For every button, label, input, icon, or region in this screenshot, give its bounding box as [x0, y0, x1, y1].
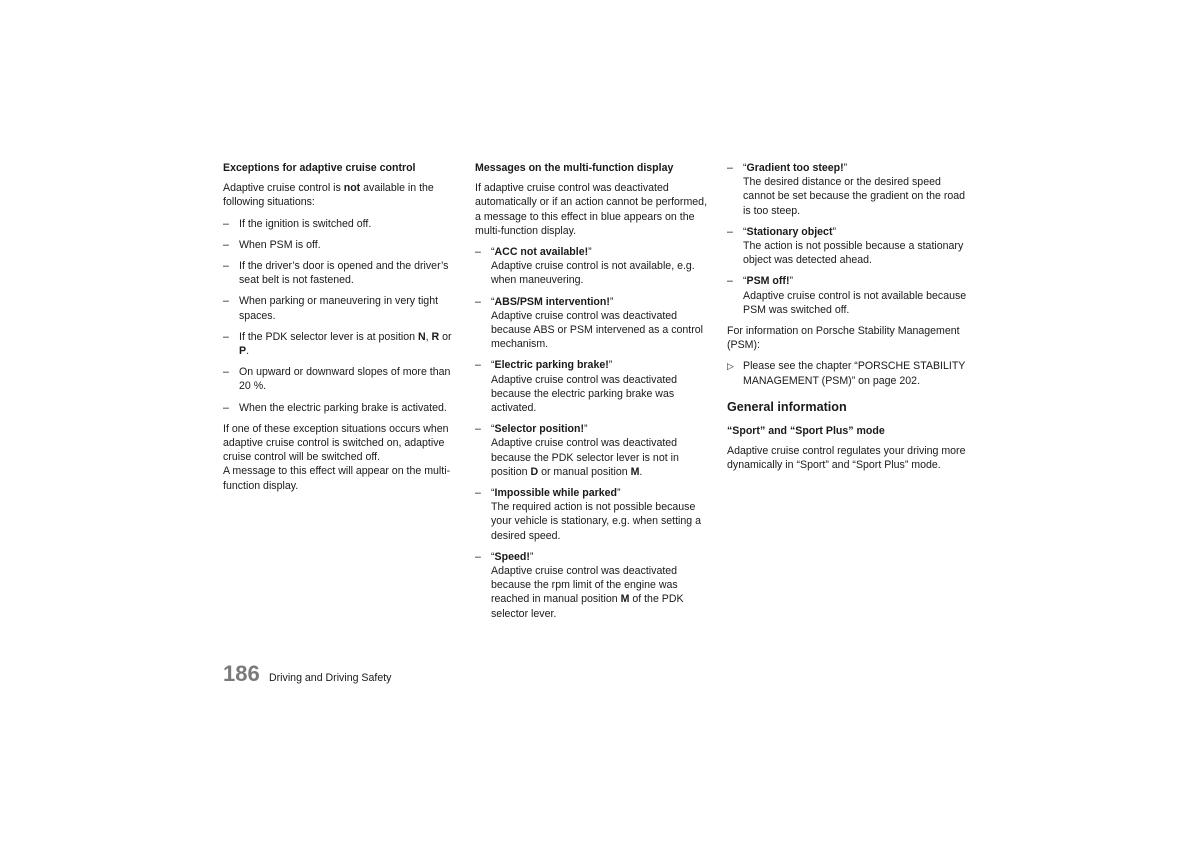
sport-mode-text: Adaptive cruise control regulates your driving more dynamically in “Sport” and “Sport Plus” mode. [727, 445, 966, 472]
list-item: – If the driver’s door is opened and the driver’s seat belt is not fastened. [223, 260, 449, 287]
message-item: – “Stationary object” The action is not possible because a stationary object was detected ahead. [727, 225, 964, 267]
message-item: – “Speed!” Adaptive cruise control was deactivated because the rpm limit of the engine was reached in manual position M of the PDK selector lever. [475, 550, 684, 620]
message-item: – “Gradient too steep!” The desired distance or the desired speed cannot be set because the gradient on the road is too steep. [727, 162, 966, 217]
triangle-bullet-icon: ▷ [727, 361, 734, 372]
column-messages [475, 161, 711, 628]
exceptions-intro: Adaptive cruise control is not available in the following situations: [223, 182, 434, 209]
message-item: – “Electric parking brake!” Adaptive cruise control was deactivated because the electric parking brake was activated. [475, 359, 678, 415]
list-item: – If the PDK selector lever is at position N, R or P. [223, 330, 452, 358]
sport-mode-heading: “Sport” and “Sport Plus” mode [727, 425, 885, 438]
message-item: – “Impossible while parked” The required action is not possible because your vehicle is stationary, e.g. when setting a desired speed. [475, 487, 702, 542]
message-item: – “PSM off!” Adaptive cruise control is not available because PSM was switched off. [727, 275, 967, 316]
exceptions-outro-message: A message to this effect will appear on the multi-function display. [223, 465, 451, 492]
column-exceptions [223, 161, 459, 500]
exceptions-heading: Exceptions for adaptive cruise control [223, 162, 416, 174]
message-item: – “Selector position!” Adaptive cruise control was deactivated because the PDK selector lever is not in position D or manual position M. [475, 423, 679, 478]
list-item: – On upward or downward slopes of more than 20 %. [223, 366, 451, 393]
column-general [727, 161, 967, 480]
messages-intro: If adaptive cruise control was deactivated automatically or if an action cannot be performed, a message to this effect in blue appears on the multi-function display. [475, 182, 708, 237]
general-information-heading: General information [727, 399, 847, 414]
psm-info: For information on Porsche Stability Management (PSM): [727, 325, 960, 352]
exceptions-outro: If one of these exception situations occurs when adaptive cruise control is switched on, adaptive cruise control will be switched off. [223, 422, 449, 464]
section-title: Driving and Driving Safety [269, 672, 392, 684]
list-item: – If the ignition is switched off. [223, 217, 372, 230]
message-item: – “ABS/PSM intervention!” Adaptive cruise control was deactivated because ABS or PSM intervened as a control mechanism. [475, 295, 703, 351]
messages-heading: Messages on the multi-function display [475, 162, 674, 174]
page-number: 186 [223, 661, 260, 686]
list-item: – When parking or maneuvering in very tight spaces. [223, 295, 439, 322]
message-item: – “ACC not available!” Adaptive cruise control is not available, e.g. when maneuvering. [475, 246, 695, 287]
list-item: – When the electric parking brake is activated. [223, 401, 447, 414]
list-item: – When PSM is off. [223, 238, 321, 251]
psm-reference: ▷ Please see the chapter “PORSCHE STABILITY MANAGEMENT (PSM)” on page 202. [727, 360, 966, 387]
